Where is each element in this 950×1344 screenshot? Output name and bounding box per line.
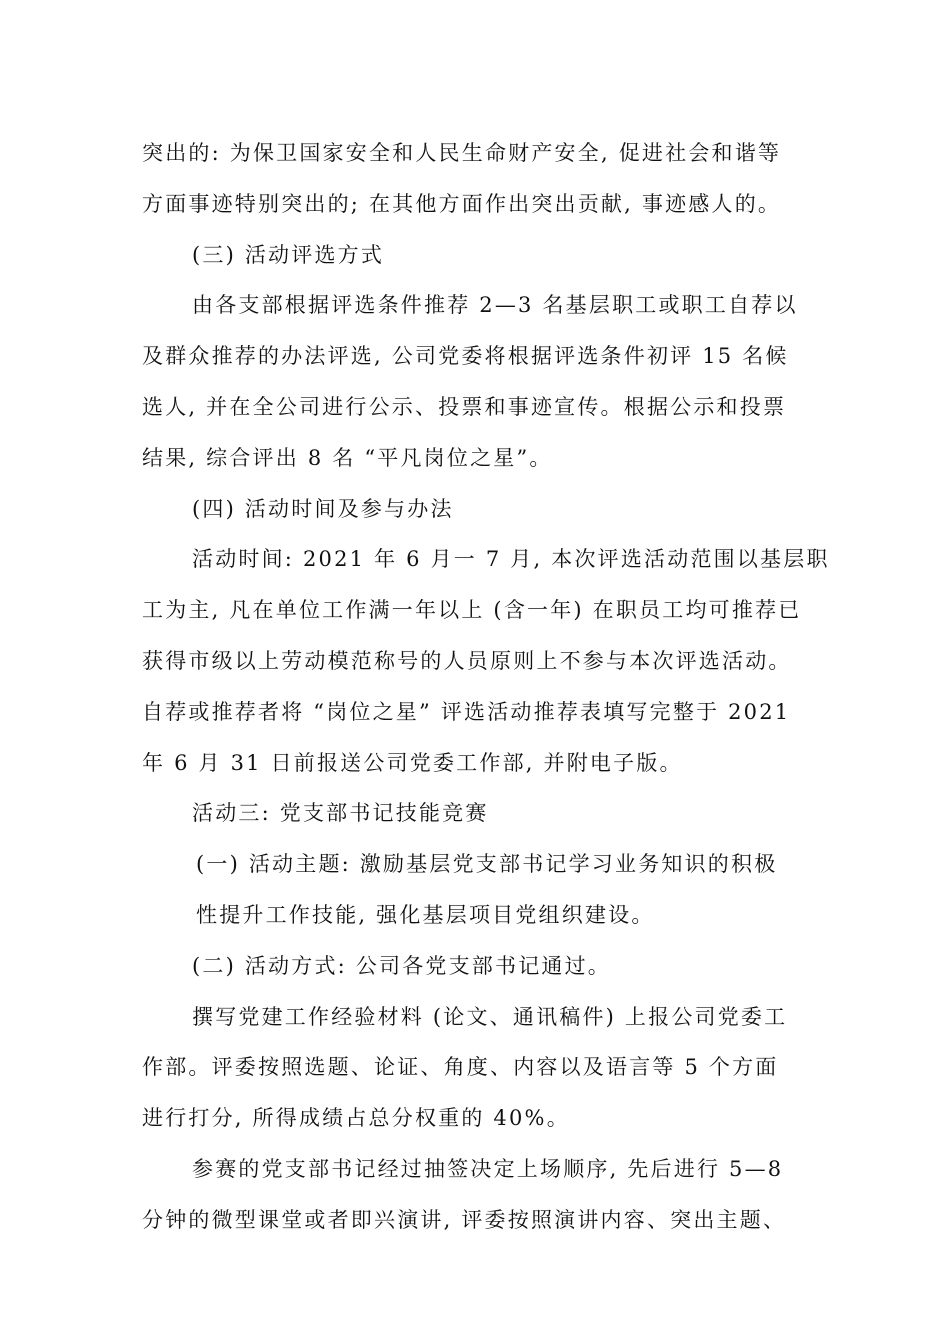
section-heading: 活动三: 党支部书记技能竞赛 xyxy=(192,801,489,826)
text-line: 由各支部根据评选条件推荐 2—3 名基层职工或职工自荐以 xyxy=(192,293,798,318)
text-line: (一) 活动主题: 激励基层党支部书记学习业务知识的积极 xyxy=(196,852,778,877)
text-line: 及群众推荐的办法评选, 公司党委将根据评选条件初评 15 名候 xyxy=(142,344,789,369)
text-line: 参赛的党支部书记经过抽签决定上场顺序, 先后进行 5—8 xyxy=(192,1156,784,1181)
text-line: (二) 活动方式: 公司各党支部书记通过。 xyxy=(192,953,612,978)
text-line: 获得市级以上劳动模范称号的人员原则上不参与本次评选活动。 xyxy=(142,648,792,673)
text-line: 撰写党建工作经验材料 (论文、通讯稿件) 上报公司党委工 xyxy=(192,1004,788,1029)
text-line: 突出的: 为保卫国家安全和人民生命财产安全, 促进社会和谐等 xyxy=(142,141,782,165)
text-line: 年 6 月 31 日前报送公司党委工作部, 并附电子版。 xyxy=(142,750,683,775)
text-line: 作部。评委按照选题、论证、角度、内容以及语言等 5 个方面 xyxy=(142,1055,779,1080)
text-line: 结果, 综合评出 8 名 “平凡岗位之星”。 xyxy=(142,445,553,470)
section-heading: (四) 活动时间及参与办法 xyxy=(192,496,454,521)
text-line: 方面事迹特别突出的; 在其他方面作出突出贡献, 事迹感人的。 xyxy=(142,191,782,216)
text-line: 性提升工作技能, 强化基层项目党组织建设。 xyxy=(196,902,655,927)
document-body xyxy=(142,128,830,1246)
text-line: 分钟的微型课堂或者即兴演讲, 评委按照演讲内容、突出主题、 xyxy=(142,1207,787,1232)
section-heading: (三) 活动评选方式 xyxy=(192,242,385,267)
text-line: 活动时间: 2021 年 6 月一 7 月, 本次评选活动范围以基层职 xyxy=(192,547,830,572)
text-line: 进行打分, 所得成绩占总分权重的 40%。 xyxy=(142,1106,570,1131)
text-line: 选人, 并在全公司进行公示、投票和事迹宣传。根据公示和投票 xyxy=(142,394,787,419)
text-line: 工为主, 凡在单位工作满一年以上 (含一年) 在职员工均可推荐已 xyxy=(142,598,802,623)
text-line: 自荐或推荐者将 “岗位之星” 评选活动推荐表填写完整于 2021 xyxy=(142,699,791,724)
